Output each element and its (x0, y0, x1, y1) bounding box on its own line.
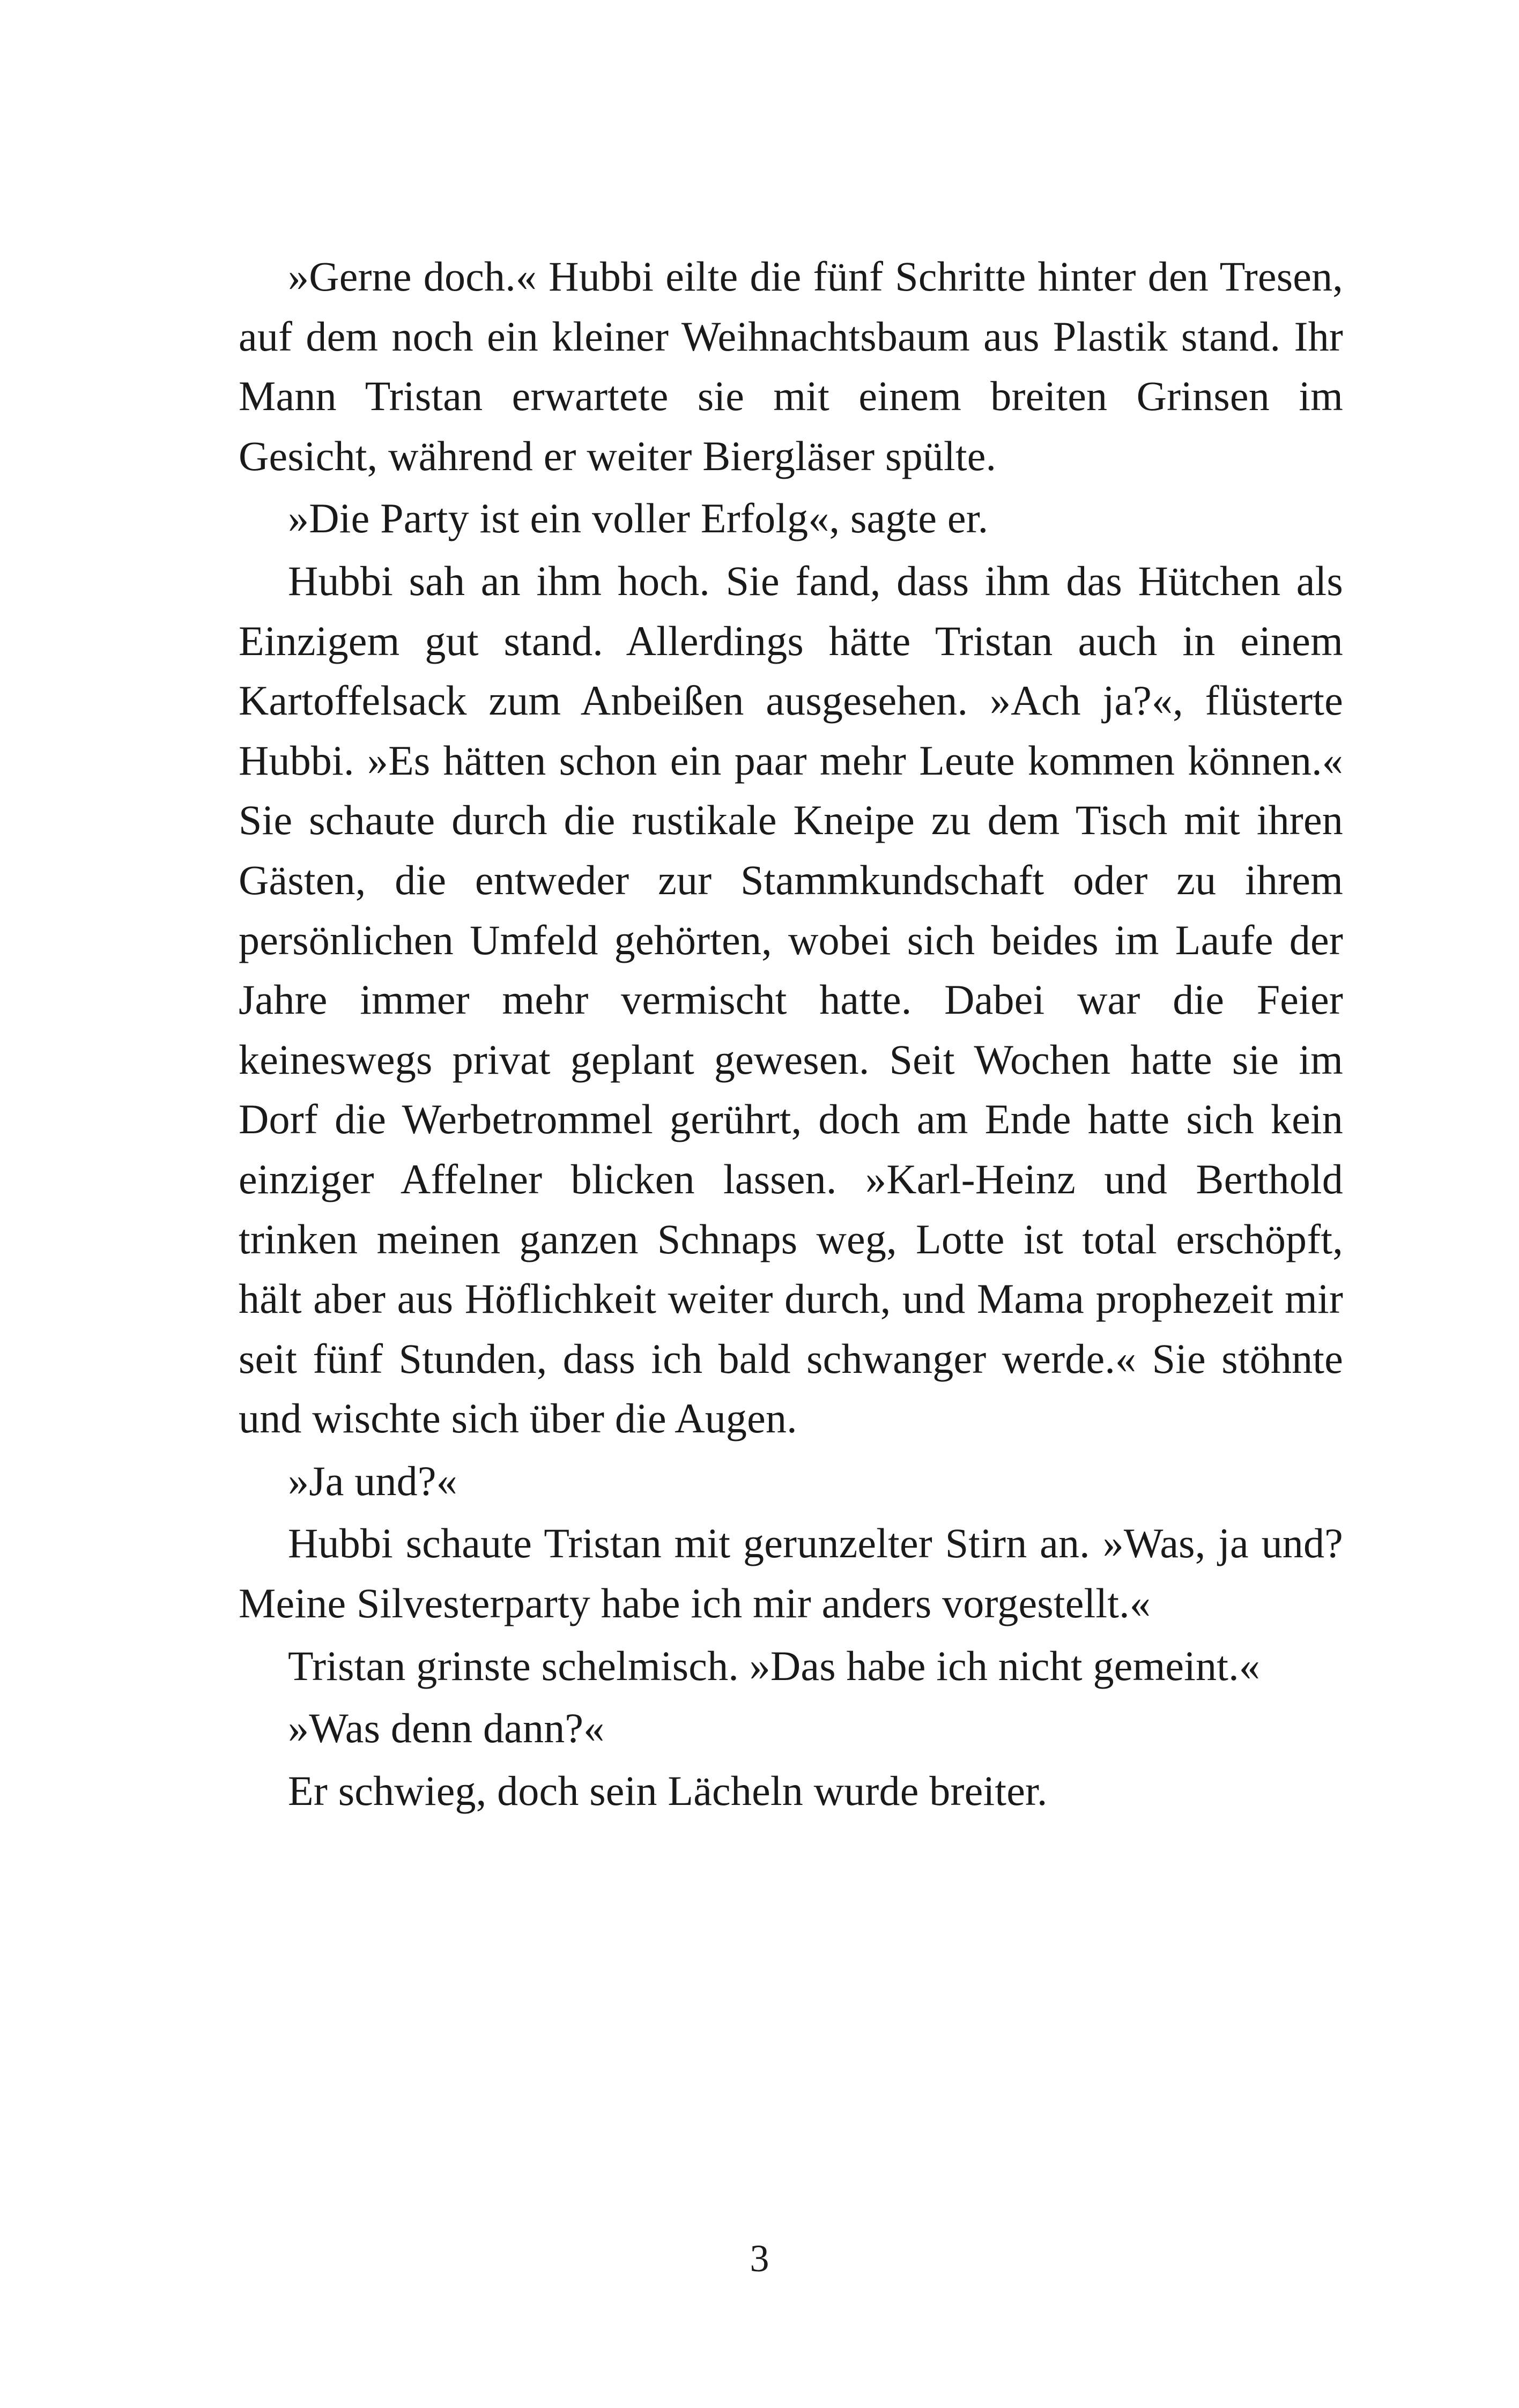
paragraph: »Ja und?« (288, 1457, 457, 1504)
paragraph: Hubbi schaute Tristan mit gerunzelter Stirn an. »Was, ja und? Meine Silvesterparty habe ich mir anders vorgestellt.« (239, 1520, 1343, 1627)
paragraph: »Gerne doch.« Hubbi eilte die fünf Schritte hinter den Tresen, auf dem noch ein kleiner Weihnachtsbaum aus Plastik stand. Ihr Mann Tristan erwartete sie mit einem breiten Grinsen im Gesicht, während er weiter Biergläser spülte. (239, 253, 1343, 479)
paragraph: Tristan grinste schelmisch. »Das habe ich nicht gemeint.« (288, 1642, 1261, 1689)
paragraph: Hubbi sah an ihm hoch. Sie fand, dass ihm das Hütchen als Einzigem gut stand. Allerdings hätte Tristan auch in einem Kartoffelsack zum Anbeißen ausgesehen. »Ach ja?«, flüsterte Hubbi. »Es hätten schon ein paar mehr Leute kommen können.« Sie schaute durch die rustikale Kneipe zu dem Tisch mit ihren Gästen, die entweder zur Stammkundschaft oder zu ihrem persönlichen Umfeld gehörten, wobei sich beides im Laufe der Jahre immer mehr vermischt hatte. Dabei war die Feier keineswegs privat geplant gewesen. Seit Wochen hatte sie im Dorf die Werbetrommel gerührt, doch am Ende hatte sich kein einziger Affelner blicken lassen. »Karl-Heinz und Berthold trinken meinen ganzen Schnaps weg, Lotte ist total erschöpft, hält aber aus Höflichkeit weiter durch, und Mama prophezeit mir seit fünf Stunden, dass ich bald schwanger werde.« Sie stöhnte und wischte sich über die Augen. (239, 557, 1343, 1442)
paragraph: »Die Party ist ein voller Erfolg«, sagte er. (288, 495, 989, 542)
page-number: 3 (750, 2237, 769, 2280)
book-page-body (239, 247, 1343, 1820)
paragraph: »Was denn dann?« (288, 1705, 605, 1752)
paragraph: Er schwieg, doch sein Lächeln wurde breiter. (288, 1767, 1048, 1814)
